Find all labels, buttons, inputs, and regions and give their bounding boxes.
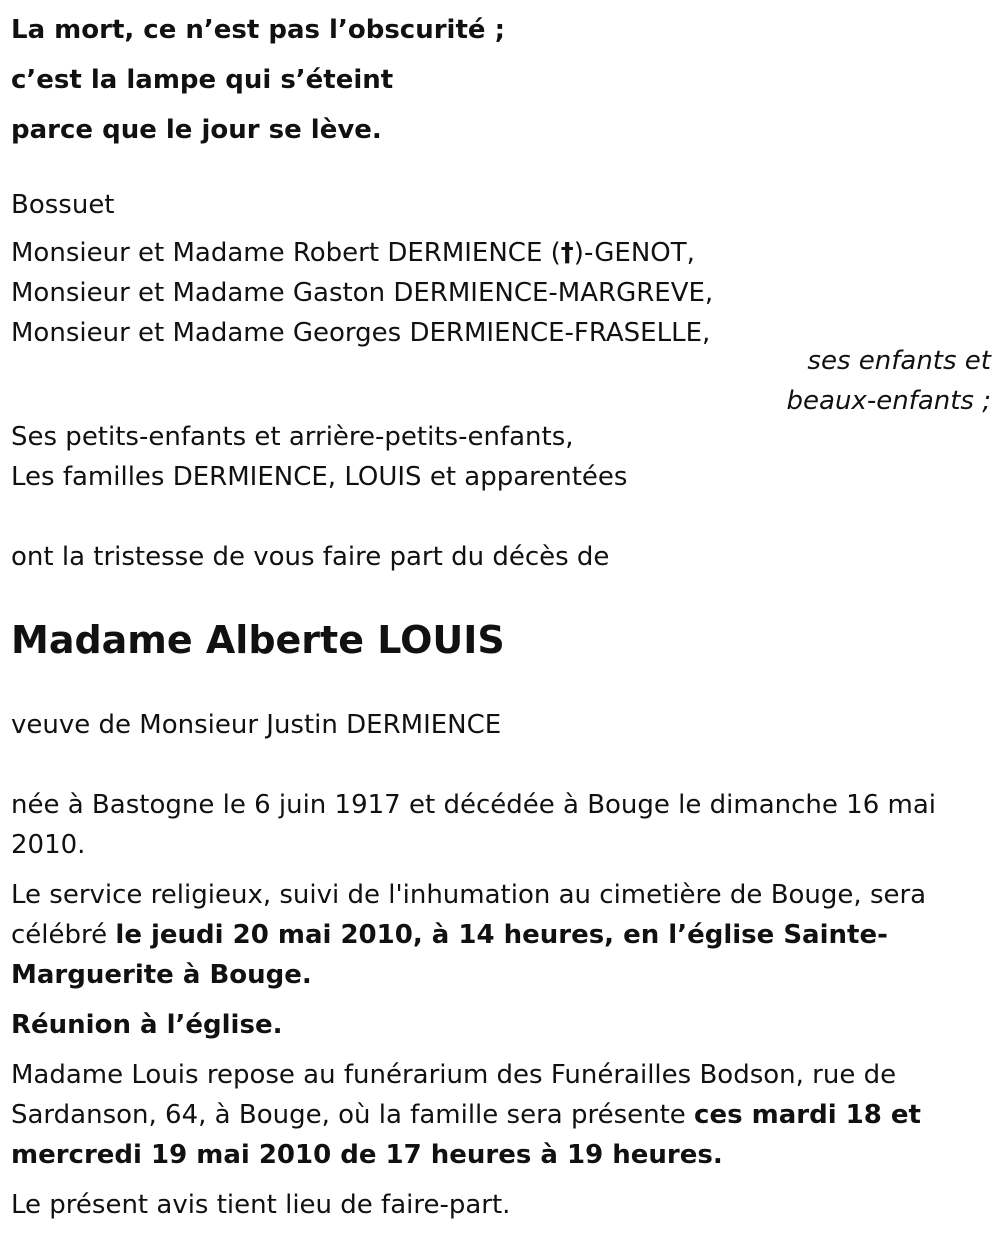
children-role-line-2: beaux-enfants ; bbox=[786, 386, 991, 416]
child-line-2: Monsieur et Madame Gaston DERMIENCE-MARGREVE, bbox=[11, 278, 714, 308]
grandchildren-line: Ses petits-enfants et arrière-petits-enfants, bbox=[11, 422, 574, 452]
children-role bbox=[11, 341, 991, 421]
cross-icon: † bbox=[560, 238, 574, 268]
extended-family bbox=[11, 417, 627, 497]
children-list bbox=[11, 233, 991, 353]
child-line-1 bbox=[11, 233, 991, 273]
service-paragraph bbox=[11, 875, 991, 995]
families-line: Les familles DERMIENCE, LOUIS et apparentées bbox=[11, 462, 628, 492]
widow-of-line: veuve de Monsieur Justin DERMIENCE bbox=[11, 710, 502, 740]
child-line-1-prefix: Monsieur et Madame Robert DERMIENCE ( bbox=[11, 238, 561, 268]
announcement-line: ont la tristesse de vous faire part du décès de bbox=[11, 542, 610, 572]
quote-line-2: c’est la lampe qui s’éteint bbox=[11, 65, 394, 95]
quote-author: Bossuet bbox=[11, 190, 115, 220]
children-role-line-1: ses enfants et bbox=[807, 346, 991, 376]
meeting-line: Réunion à l’église. bbox=[11, 1010, 283, 1040]
quote-line-1: La mort, ce n’est pas l’obscurité ; bbox=[11, 15, 505, 45]
visitation-paragraph bbox=[11, 1055, 951, 1175]
visitation-times: ces mardi 18 et mercredi 19 mai 2010 de 17 heures à 19 heures. bbox=[11, 1100, 921, 1170]
quote-line-3: parce que le jour se lève. bbox=[11, 115, 382, 145]
epigraph-quote bbox=[11, 5, 505, 155]
child-line-3: Monsieur et Madame Georges DERMIENCE-FRASELLE, bbox=[11, 318, 711, 348]
child-line-1-suffix: )-GENOT, bbox=[573, 238, 695, 268]
service-intro: Le service religieux, suivi de l'inhumation au cimetière de Bouge, sera célébré bbox=[11, 880, 927, 950]
service-date-place: le jeudi 20 mai 2010, à 14 heures, en l’église Sainte-Marguerite à Bouge. bbox=[11, 920, 888, 990]
birth-death-text: née à Bastogne le 6 juin 1917 et décédée à Bouge le dimanche 16 mai 2010. bbox=[11, 790, 936, 860]
notice-line: Le présent avis tient lieu de faire-part. bbox=[11, 1190, 511, 1220]
deceased-name: Madame Alberte LOUIS bbox=[11, 618, 505, 662]
visitation-intro: Madame Louis repose au funérarium des Funérailles Bodson, rue de Sardanson, 64, à Bouge, où la famille sera présente bbox=[11, 1060, 897, 1130]
